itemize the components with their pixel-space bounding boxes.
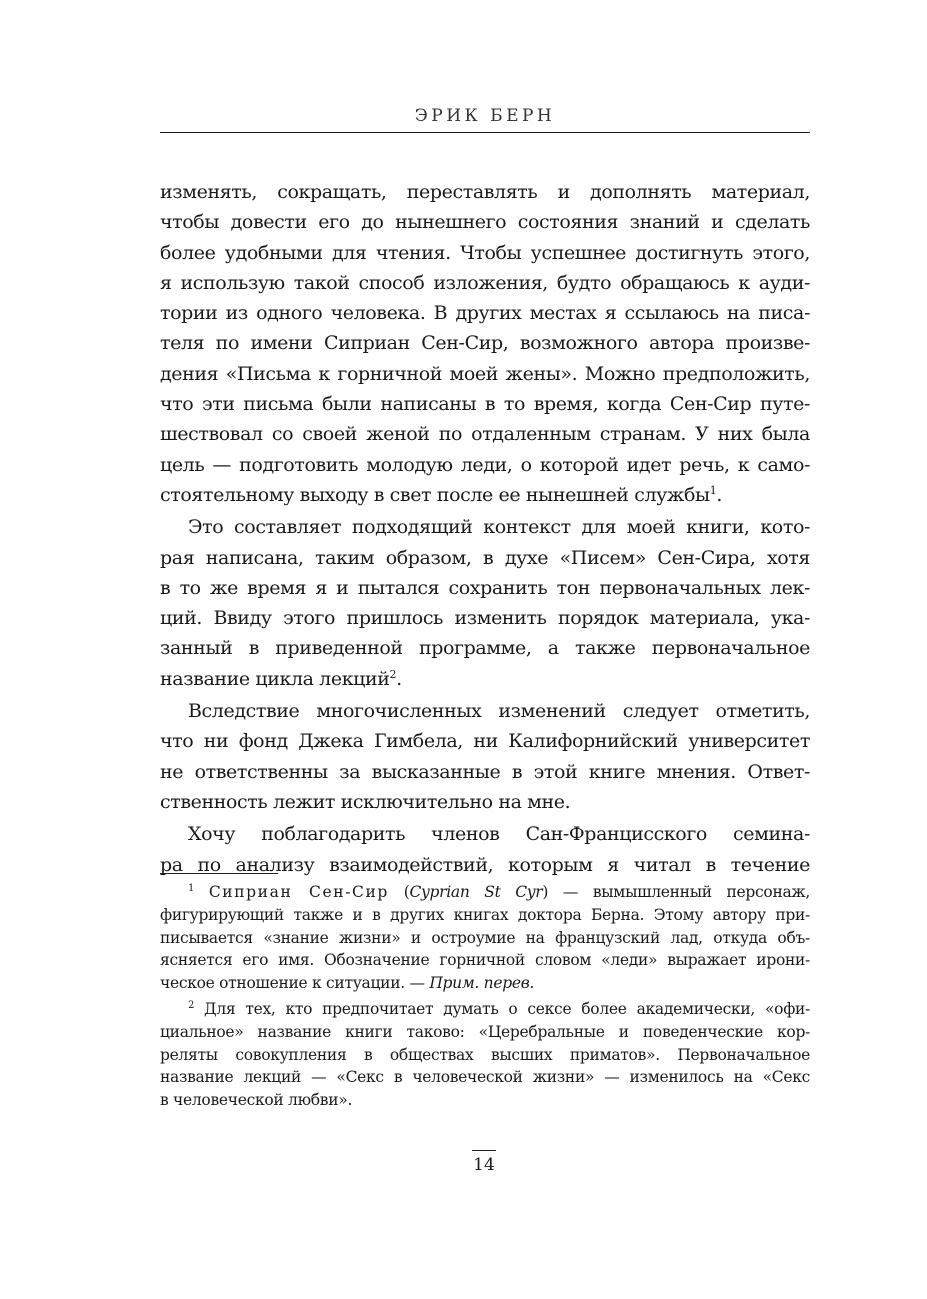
footnote-line: писывается «знание жизни» и остроумие на французский лад, откуда объ-	[160, 928, 810, 947]
footnote-2	[160, 998, 810, 1112]
footnote-ref-1[interactable]: 1	[709, 483, 717, 497]
footnote-line	[160, 998, 810, 1021]
footnote-line: ясняется его имя. Обозначение горничной словом «леди» выражает ирони-	[160, 951, 810, 970]
text-line: ра по анализу взаимодействий, которым я читал в течение	[160, 853, 810, 876]
text-line: я использую такой способ изложения, будто обращаюсь к ауди-	[160, 271, 810, 294]
footnote-line: реляты совокупления в обществах высших приматов». Первоначальное	[160, 1045, 810, 1064]
paragraph-4	[160, 819, 810, 880]
paragraph-2	[160, 512, 810, 694]
footnote-1	[160, 881, 810, 995]
text-line: цель — подготовить молодую леди, о которой идет речь, к само-	[160, 453, 810, 476]
paragraph-3	[160, 696, 810, 817]
text-line: изменять, сокращать, переставлять и дополнять материал,	[160, 181, 810, 203]
footnote-number: 1	[188, 883, 195, 894]
text-line: что эти письма были написаны в то время, когда Сен-Сир путе-	[160, 393, 810, 416]
text-line: в то же время я и пытался сохранить тон первоначальных лек-	[160, 576, 810, 599]
footnote-line: название лекций — «Секс в человеческой жизни» — изменилось на «Секс	[160, 1068, 810, 1087]
translator-note: Прим. перев.	[429, 974, 535, 993]
page-number: 14	[473, 1155, 495, 1175]
text-line: стоятельному выходу в свет после ее нынешней службы$^1$.	[160, 483, 722, 506]
footnote-line: $^1$ Сиприан Сен-Сир (Cyprian St Cyr) — вымышленный персонаж,	[188, 883, 811, 901]
footnote-line: в человеческой любви».	[160, 1091, 353, 1110]
text-line: теля по имени Сиприан Сен-Сир, возможного автора произве-	[160, 332, 810, 355]
text-line: занный в приведенной программе, а также первоначальное	[160, 637, 810, 660]
text-line: дения «Письма к горничной моей жены». Можно предположить,	[160, 362, 810, 385]
footnote-rule	[160, 873, 278, 874]
running-head: ЭРИК БЕРН	[414, 106, 556, 126]
text-fragment: стоятельному выходу в свет после ее нынешней службы	[160, 483, 710, 506]
text-line: рая написана, таким образом, в духе «Писем» Сен-Сира, хотя	[160, 546, 810, 569]
text-fragment: название цикла лекций	[160, 667, 390, 690]
footnote-term: Сиприан Сен-Сир	[208, 883, 389, 901]
text-fragment: ческое отношение к ситуации. —	[160, 974, 430, 993]
footnote-line: фигурирующий также и в других книгах доктора Берна. Этому автору при-	[160, 905, 810, 924]
text-line: более удобными для чтения. Чтобы успешнее достигнуть этого,	[160, 241, 810, 264]
text-line: ций. Ввиду этого пришлось изменить порядок материала, ука-	[160, 607, 810, 630]
header-rule	[160, 132, 810, 133]
text-line: не ответственны за высказанные в этой книге мнения. Ответ-	[160, 760, 810, 783]
text-fragment: — вымышленный персонаж,	[548, 883, 811, 901]
text-fragment: Для тех, кто предпочитает думать о сексе более академически, «офи-	[194, 999, 810, 1018]
page-number-rule	[472, 1150, 496, 1151]
paragraph-1	[160, 177, 810, 510]
text-line: чтобы довести его до нынешнего состояния знаний и сделать	[160, 211, 810, 234]
text-line: тории из одного человека. В других местах я ссылаюсь на писа-	[160, 302, 810, 325]
body-text	[160, 177, 810, 880]
footnote-number: 2	[188, 999, 195, 1011]
footnote-latin-name: Cyprian St Cyr	[409, 883, 543, 901]
text-line: что ни фонд Джека Гимбела, ни Калифорнийский университет	[160, 730, 810, 753]
footnotes	[160, 881, 810, 1112]
text-line: Хочу поблагодарить членов Сан-Францисского семина-	[188, 823, 810, 846]
footnote-ref-2[interactable]: 2	[389, 667, 397, 681]
footnote-line	[160, 972, 810, 995]
text-line: Это составляет подходящий контекст для моей книги, кото-	[188, 516, 810, 539]
text-line: шествовал со своей женой по отдаленным странам. У них была	[160, 423, 810, 446]
text-line: ственность лежит исключительно на мне.	[160, 790, 571, 813]
footnote-line: циальное» название книги таково: «Церебральные и поведенческие кор-	[160, 1022, 810, 1041]
text-line: название цикла лекций$^2$.	[160, 667, 402, 690]
text-line: Вследствие многочисленных изменений следует отметить,	[188, 700, 810, 723]
